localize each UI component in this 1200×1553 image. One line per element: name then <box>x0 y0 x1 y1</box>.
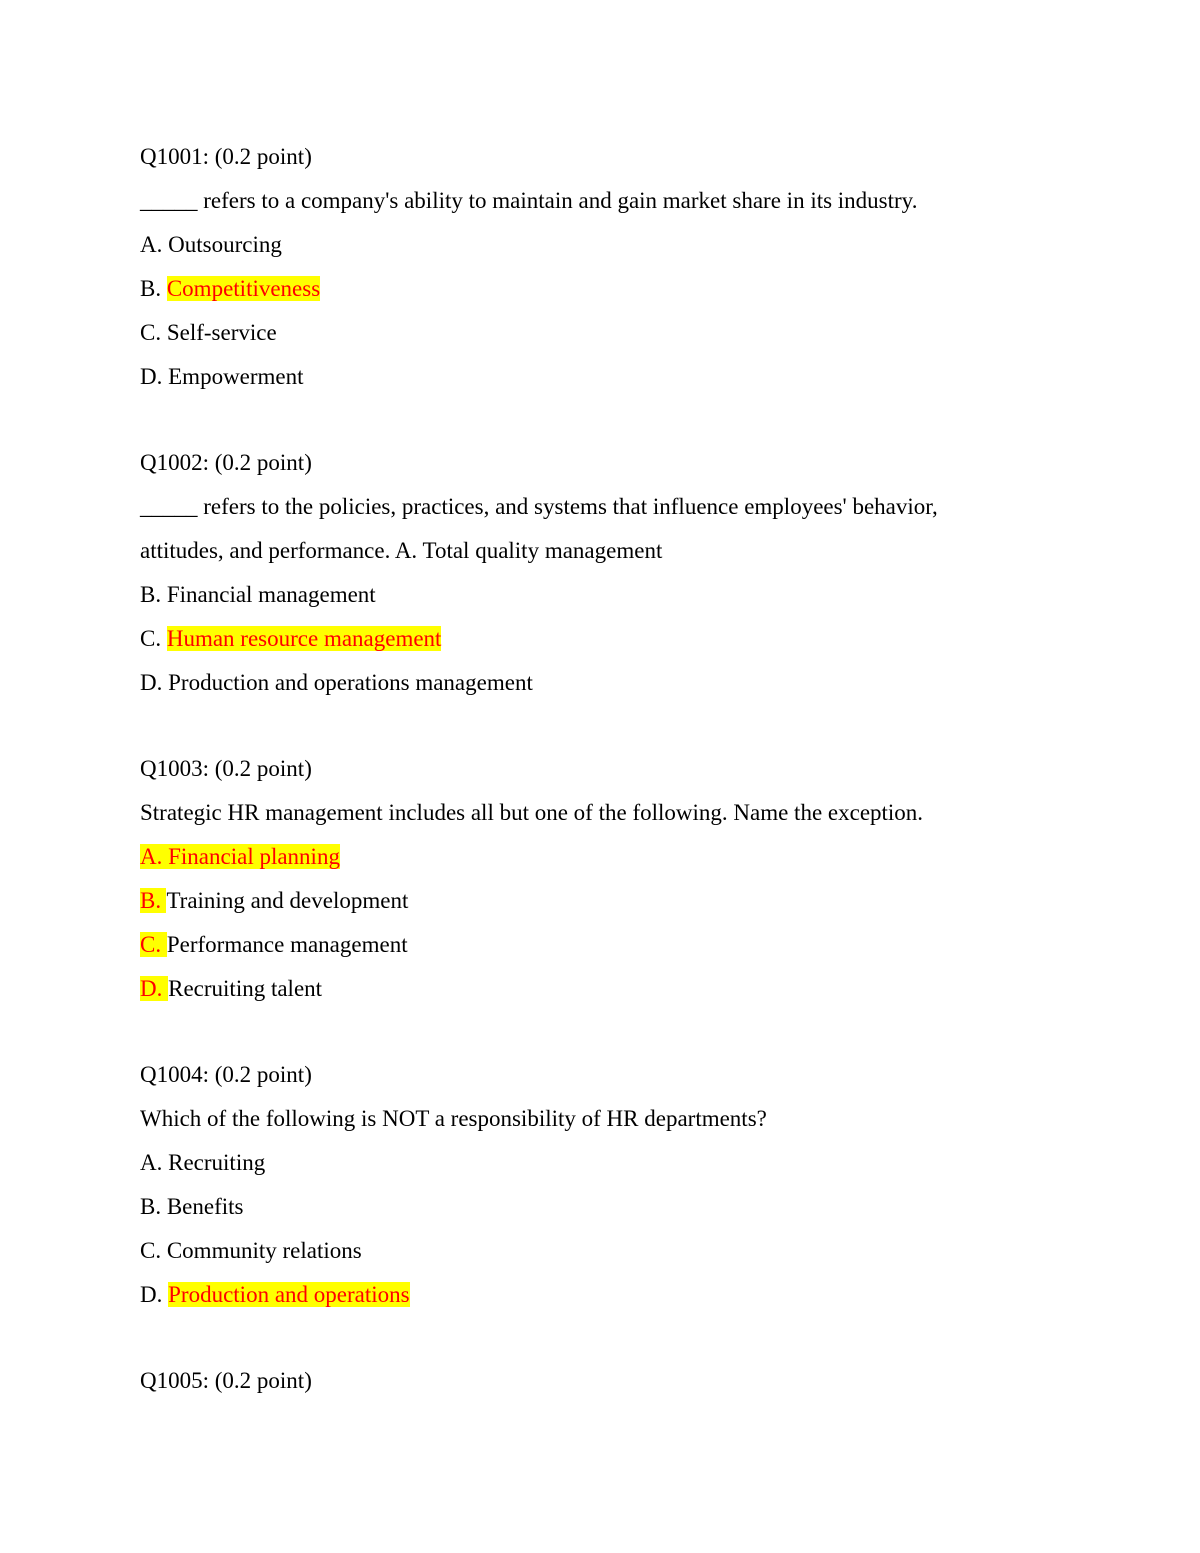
correct-answer-highlight: Production and operations <box>168 1282 410 1307</box>
question-header: Q1005: (0.2 point) <box>140 1368 312 1393</box>
option-text: Financial management <box>166 582 376 607</box>
option-prefix: A. <box>140 1150 169 1175</box>
question-stem: Strategic HR management includes all but one of the following. Name the exception. <box>140 800 924 825</box>
option-text: Community relations <box>166 1238 362 1263</box>
option-prefix: A. <box>140 844 169 869</box>
option-text: Self-service <box>166 320 277 345</box>
option-prefix: C. <box>140 320 167 345</box>
option-text: Production and operations management <box>168 670 533 695</box>
correct-answer-highlight: Human resource management <box>166 626 442 651</box>
question-stem: _____ refers to the policies, practices, and systems that influence employees' behavior, <box>140 494 938 519</box>
option-text: Recruiting talent <box>168 976 323 1001</box>
option-d <box>140 362 304 392</box>
option-prefix: B. <box>140 888 167 913</box>
option-prefix: D. <box>140 670 169 695</box>
option-prefix: B. <box>140 276 167 301</box>
option-text: Training and development <box>166 888 409 913</box>
option-c <box>140 1236 362 1266</box>
option-b <box>140 1192 244 1222</box>
question-header: Q1001: (0.2 point) <box>140 144 312 169</box>
option-prefix: B. <box>140 582 167 607</box>
option-d <box>140 1280 410 1310</box>
option-c <box>140 930 408 960</box>
option-prefix: D. <box>140 364 169 389</box>
option-d <box>140 974 322 1004</box>
question-header: Q1002: (0.2 point) <box>140 450 312 475</box>
option-prefix: D. <box>140 976 169 1001</box>
option-b <box>140 886 408 916</box>
option-c <box>140 624 441 654</box>
option-text: Empowerment <box>168 364 304 389</box>
option-a <box>140 842 340 872</box>
option-a <box>140 1148 265 1178</box>
correct-answer-highlight: Competitiveness <box>166 276 321 301</box>
option-b <box>140 580 376 610</box>
option-a <box>140 230 282 260</box>
option-prefix: B. <box>140 1194 167 1219</box>
option-prefix: D. <box>140 1282 169 1307</box>
question-stem-continued: attitudes, and performance. A. Total quality management <box>140 538 663 563</box>
question-stem: Which of the following is NOT a responsibility of HR departments? <box>140 1106 767 1131</box>
question-stem: _____ refers to a company's ability to maintain and gain market share in its industry. <box>140 188 918 213</box>
option-text: Outsourcing <box>168 232 282 257</box>
option-prefix: C. <box>140 932 167 957</box>
option-text: Recruiting <box>168 1150 266 1175</box>
option-text: Benefits <box>166 1194 244 1219</box>
option-c <box>140 318 277 348</box>
question-header: Q1004: (0.2 point) <box>140 1062 312 1087</box>
option-d <box>140 668 533 698</box>
option-prefix: A. <box>140 232 169 257</box>
question-header: Q1003: (0.2 point) <box>140 756 312 781</box>
correct-answer-highlight: Financial planning <box>168 844 340 869</box>
option-prefix: C. <box>140 1238 167 1263</box>
option-prefix: C. <box>140 626 167 651</box>
option-b <box>140 274 320 304</box>
option-text: Performance management <box>166 932 408 957</box>
